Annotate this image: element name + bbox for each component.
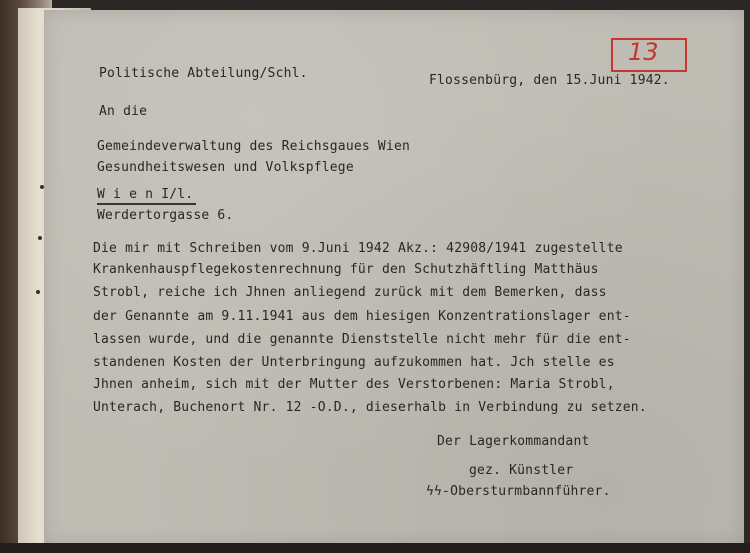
recipient-line-4: W i e n I/l. (97, 187, 194, 202)
body-line-4: der Genannte am 9.11.1941 aus dem hiesigen Konzentrationslager ent- (93, 309, 631, 324)
sender-office: Politische Abteilung/Schl. (99, 66, 308, 81)
signature-rank: ϟϟ-Obersturmbannführer. (426, 484, 611, 499)
body-line-5: lassen wurde, und die genannte Dienststelle nicht mehr für die ent- (93, 332, 631, 347)
body-line-3: Strobl, reiche ich Jhnen anliegend zurück mit dem Bemerken, dass (93, 285, 607, 300)
body-line-2: Krankenhauspflegekostenrechnung für den Schutzhäftling Matthäus (93, 262, 599, 277)
signature-title: Der Lagerkommandant (437, 434, 590, 449)
recipient-line-2: Gemeindeverwaltung des Reichsgaues Wien (97, 139, 411, 154)
body-line-1: Die mir mit Schreiben vom 9.Juni 1942 Akz.: 42908/1941 zugestellte (93, 241, 623, 256)
archive-stamp-number: 13 (628, 38, 659, 66)
body-line-6: standenen Kosten der Unterbringung aufzukommen hat. Jch stelle es (93, 355, 615, 370)
recipient-line-1: An die (99, 104, 148, 119)
body-line-8: Unterach, Buchenort Nr. 12 -O.D., dieserhalb in Verbindung zu setzen. (93, 400, 647, 415)
place-date: Flossenbürg, den 15.Juni 1942. (429, 73, 670, 88)
recipient-line-5: Werdertorgasse 6. (97, 208, 234, 223)
city-underline (97, 203, 196, 205)
scan-bottom-edge (0, 543, 750, 553)
signature-name: gez. Künstler (469, 463, 574, 478)
letter-page (44, 10, 744, 544)
body-line-7: Jhnen anheim, sich mit der Mutter des Verstorbenen: Maria Strobl, (93, 377, 615, 392)
recipient-line-3: Gesundheitswesen und Volkspflege (97, 160, 354, 175)
